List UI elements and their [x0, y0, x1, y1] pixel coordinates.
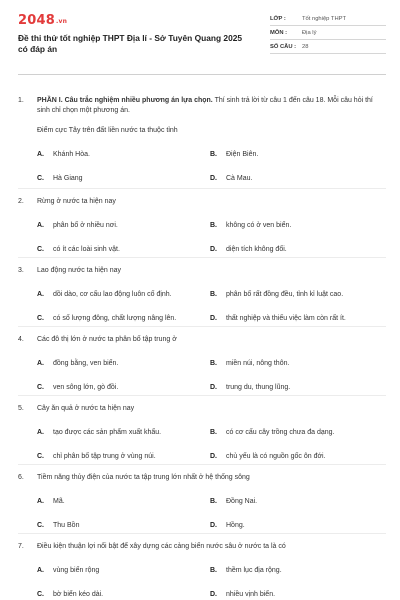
option-a[interactable] [37, 290, 210, 300]
question-text: Tiềm năng thủy điện của nước ta tập trung lớn nhất ở hệ thống sông [37, 474, 250, 481]
question-5 [18, 404, 386, 462]
meta-row-subject [270, 26, 386, 40]
option-text: dồi dào, cơ cấu lao động luôn cố định. [53, 291, 172, 298]
logo-main: 2048 [18, 13, 55, 28]
option-text: miền núi, nông thôn. [226, 360, 290, 367]
option-b[interactable] [210, 428, 386, 438]
option-text: đồng bằng, ven biển. [53, 360, 119, 367]
question-number: 6. [18, 474, 24, 481]
option-letter: B. [210, 360, 217, 367]
option-letter: A. [37, 222, 44, 229]
option-a[interactable] [37, 150, 210, 160]
meta-value: Địa lý [302, 29, 317, 36]
option-letter: C. [37, 591, 44, 598]
option-text: có số lượng đông, chất lượng nâng lên. [53, 315, 177, 322]
exam-meta-table [270, 12, 386, 68]
question-text: Rừng ở nước ta hiện nay [37, 198, 116, 205]
option-d[interactable] [210, 452, 386, 462]
meta-key: LỚP : [270, 15, 286, 22]
option-letter: C. [37, 175, 44, 182]
option-text: diện tích không đổi. [226, 246, 287, 253]
option-b[interactable] [210, 221, 386, 231]
question-separator [18, 188, 386, 189]
question-3 [18, 266, 386, 324]
question-1 [18, 96, 386, 184]
option-c[interactable] [37, 590, 210, 600]
option-d[interactable] [210, 314, 386, 324]
question-number: 2. [18, 198, 24, 205]
option-d[interactable] [210, 245, 386, 255]
option-letter: D. [210, 591, 217, 598]
question-text: Cây ăn quả ở nước ta hiện nay [37, 405, 135, 412]
option-letter: C. [37, 522, 44, 529]
option-text: Thu Bồn [53, 522, 80, 529]
meta-row-question-count [270, 40, 386, 54]
answer-options [37, 497, 386, 531]
option-text: trung du, thung lũng. [226, 384, 291, 391]
option-letter: A. [37, 498, 44, 505]
option-b[interactable] [210, 290, 386, 300]
question-separator [18, 326, 386, 327]
option-c[interactable] [37, 383, 210, 393]
option-letter: D. [210, 315, 217, 322]
logo-suffix: .vn [55, 18, 68, 25]
option-c[interactable] [37, 245, 210, 255]
question-separator [18, 464, 386, 465]
option-letter: B. [210, 291, 217, 298]
option-c[interactable] [37, 452, 210, 462]
option-text: có cơ cấu cây trồng chưa đa dạng. [226, 429, 335, 436]
section-instructions [37, 96, 386, 116]
answer-options [37, 150, 386, 184]
option-letter: B. [210, 222, 217, 229]
option-letter: C. [37, 315, 44, 322]
option-a[interactable] [37, 221, 210, 231]
option-text: tạo được các sản phẩm xuất khẩu. [53, 429, 162, 436]
option-b[interactable] [210, 359, 386, 369]
option-text: nhiều vịnh biển. [226, 591, 276, 598]
meta-value: Tốt nghiệp THPT [302, 15, 347, 22]
question-separator [18, 395, 386, 396]
option-text: phân bố rất đồng đều, tỉnh kỉ luật cao. [226, 291, 344, 298]
option-letter: A. [37, 360, 44, 367]
option-letter: D. [210, 246, 217, 253]
option-text: Điện Biên. [226, 151, 259, 158]
question-text: Điều kiện thuận lợi nổi bật để xây dựng các cảng biển nước sâu ở nước ta là có [37, 543, 286, 550]
question-number: 1. [18, 97, 24, 104]
brand-block [18, 14, 246, 68]
option-a[interactable] [37, 497, 210, 507]
meta-key: MÔN : [270, 29, 288, 36]
option-letter: A. [37, 429, 44, 436]
option-text: không có ở ven biển. [226, 222, 292, 229]
meta-row-class [270, 12, 386, 26]
option-text: Mã. [53, 498, 65, 505]
section-instructions-text: Thí sinh trả lời từ câu 1 đến câu 18. Mỗi câu hỏi thí sinh chỉ chọn một phương án. [37, 97, 373, 114]
option-text: thềm lục địa rộng. [226, 567, 282, 574]
option-text: bờ biển kéo dài. [53, 591, 104, 598]
meta-key: SỐ CÂU : [270, 43, 297, 50]
option-a[interactable] [37, 428, 210, 438]
question-7 [18, 542, 386, 600]
question-separator [18, 257, 386, 258]
option-text: vùng biển rộng [53, 567, 100, 574]
option-letter: D. [210, 175, 217, 182]
option-b[interactable] [210, 150, 386, 160]
question-6 [18, 473, 386, 531]
option-c[interactable] [37, 174, 210, 184]
option-letter: C. [37, 453, 44, 460]
option-text: thất nghiệp và thiếu việc làm còn rất ít. [226, 315, 346, 322]
option-letter: A. [37, 151, 44, 158]
answer-options [37, 359, 386, 393]
option-c[interactable] [37, 314, 210, 324]
option-letter: D. [210, 453, 217, 460]
option-d[interactable] [210, 521, 386, 531]
question-number: 7. [18, 543, 24, 550]
option-text: Đồng Nai. [226, 498, 258, 505]
option-text: Khánh Hòa. [53, 151, 90, 158]
option-letter: C. [37, 384, 44, 391]
question-4 [18, 335, 386, 393]
option-letter: A. [37, 291, 44, 298]
option-c[interactable] [37, 521, 210, 531]
question-text: Các đô thị lớn ở nước ta phân bố tập trung ở [37, 336, 177, 343]
option-letter: B. [210, 151, 217, 158]
option-text: chủ yếu là có nguồn gốc ôn đới. [226, 453, 326, 460]
option-letter: B. [210, 567, 217, 574]
meta-value: 28 [302, 43, 309, 50]
answer-options [37, 428, 386, 462]
option-d[interactable] [210, 590, 386, 600]
question-number: 3. [18, 267, 24, 274]
option-text: phân bố ở nhiều nơi. [53, 222, 118, 229]
option-letter: A. [37, 567, 44, 574]
option-letter: B. [210, 498, 217, 505]
question-number: 4. [18, 336, 24, 343]
option-text: có ít các loài sinh vật. [53, 246, 120, 253]
option-b[interactable] [210, 497, 386, 507]
answer-options [37, 566, 386, 600]
option-letter: B. [210, 429, 217, 436]
option-d[interactable] [210, 383, 386, 393]
option-letter: C. [37, 246, 44, 253]
exam-title: Đề thi thử tốt nghiệp THPT Địa lí - Sở Tuyên Quang 2025 có đáp án [18, 33, 243, 54]
question-2 [18, 197, 386, 255]
option-text: Cà Mau. [226, 175, 253, 182]
answer-options [37, 221, 386, 255]
option-text: ven sông lớn, gò đồi. [53, 384, 119, 391]
question-text: Lao động nước ta hiện nay [37, 267, 122, 274]
question-number: 5. [18, 405, 24, 412]
option-b[interactable] [210, 566, 386, 576]
option-a[interactable] [37, 359, 210, 369]
option-d[interactable] [210, 174, 386, 184]
option-text: Hồng. [226, 522, 245, 529]
question-separator [18, 533, 386, 534]
section-heading: PHẦN I. Câu trắc nghiệm nhiều phương án lựa chọn. [37, 97, 213, 104]
answer-options [37, 290, 386, 324]
option-text: chỉ phân bố tập trung ở vùng núi. [53, 453, 156, 460]
option-text: Hà Giang [53, 175, 83, 182]
option-letter: D. [210, 384, 217, 391]
header-divider [18, 74, 386, 75]
question-text: Điểm cực Tây trên đất liền nước ta thuộc tỉnh [37, 127, 178, 134]
option-letter: D. [210, 522, 217, 529]
exam-header [18, 0, 386, 68]
site-logo[interactable] [18, 14, 246, 29]
option-a[interactable] [37, 566, 210, 576]
